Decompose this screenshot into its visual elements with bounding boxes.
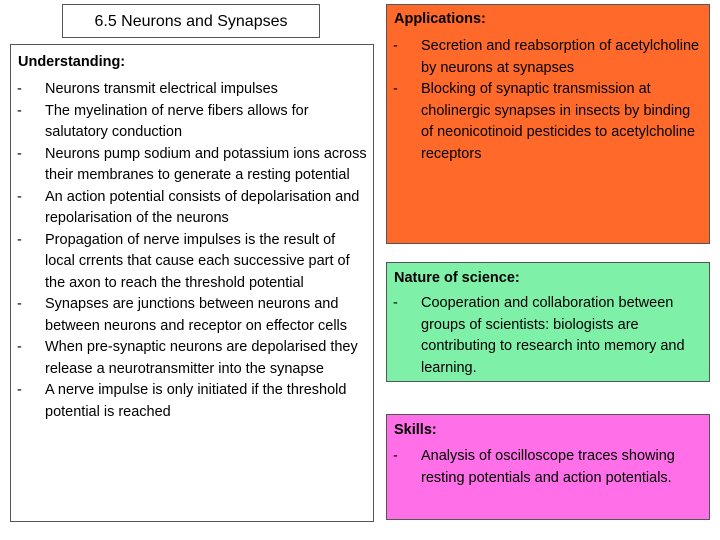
list-item [17,144,367,187]
list-item [17,294,367,337]
dash-marker: - [393,38,398,54]
dash-marker: - [17,145,22,162]
list-item [17,230,367,295]
dash-marker: - [17,81,22,97]
applications-item-text: Blocking of synaptic transmission at cholinergic synapses in insects by binding of neonicotinoid pesticides to acetylcholine receptors [421,81,696,162]
list-item [17,79,367,101]
dash-marker: - [393,295,398,311]
dash-marker: - [393,448,398,464]
applications-item-text: Secretion and reabsorption of acetylcholine by neurons at synapses [421,38,700,76]
applications-panel [386,4,710,244]
understanding-item-text: The myelination of nerve fibers allows for salutatory conduction [45,102,309,140]
page-title: 6.5 Neurons and Synapses [94,13,288,30]
list-item [393,446,703,489]
dash-marker: - [17,102,22,119]
dash-marker: - [17,339,22,355]
applications-list [393,36,703,165]
skills-panel [386,414,710,520]
dash-marker: - [17,231,22,248]
understanding-item-text: When pre-synaptic neurons are depolarised they release a neurotransmitter into the synapse [45,339,358,377]
nature-of-science-heading: Nature of science: [394,270,520,286]
dash-marker: - [393,81,398,97]
skills-list [393,446,703,489]
list-item [393,293,703,379]
dash-marker: - [17,382,22,398]
understanding-list [17,79,367,423]
dash-marker: - [17,296,22,312]
understanding-item-text: Neurons pump sodium and potassium ions across their membranes to generate a resting potential [45,145,367,183]
list-item [393,79,703,165]
understanding-item-text: Propagation of nerve impulses is the result of local crrents that cause each successive part of the axon to reach the threshold potential [45,231,350,291]
understanding-item-text: A nerve impulse is only initiated if the threshold potential is reached [45,382,347,420]
understanding-item-text: Neurons transmit electrical impulses [45,81,278,97]
list-item [393,36,703,79]
skills-heading: Skills: [394,422,437,438]
nature-of-science-item-text: Cooperation and collaboration between groups of scientists: biologists are contributing to research into memory and learning. [421,295,685,376]
list-item [17,337,367,380]
applications-heading: Applications: [394,11,486,27]
understanding-panel [10,44,374,522]
skills-item-text: Analysis of oscilloscope traces showing resting potentials and action potentials. [421,448,675,486]
understanding-heading: Understanding: [18,54,126,70]
title-box [62,4,320,38]
understanding-item-text: An action potential consists of depolarisation and repolarisation of the neurons [45,188,360,226]
list-item [17,101,367,144]
nature-of-science-panel [386,262,710,382]
dash-marker: - [17,188,22,205]
list-item [17,380,367,423]
understanding-item-text: Synapses are junctions between neurons and between neurons and receptor on effector cells [45,296,348,334]
list-item [17,187,367,230]
nature-of-science-list [393,293,703,379]
